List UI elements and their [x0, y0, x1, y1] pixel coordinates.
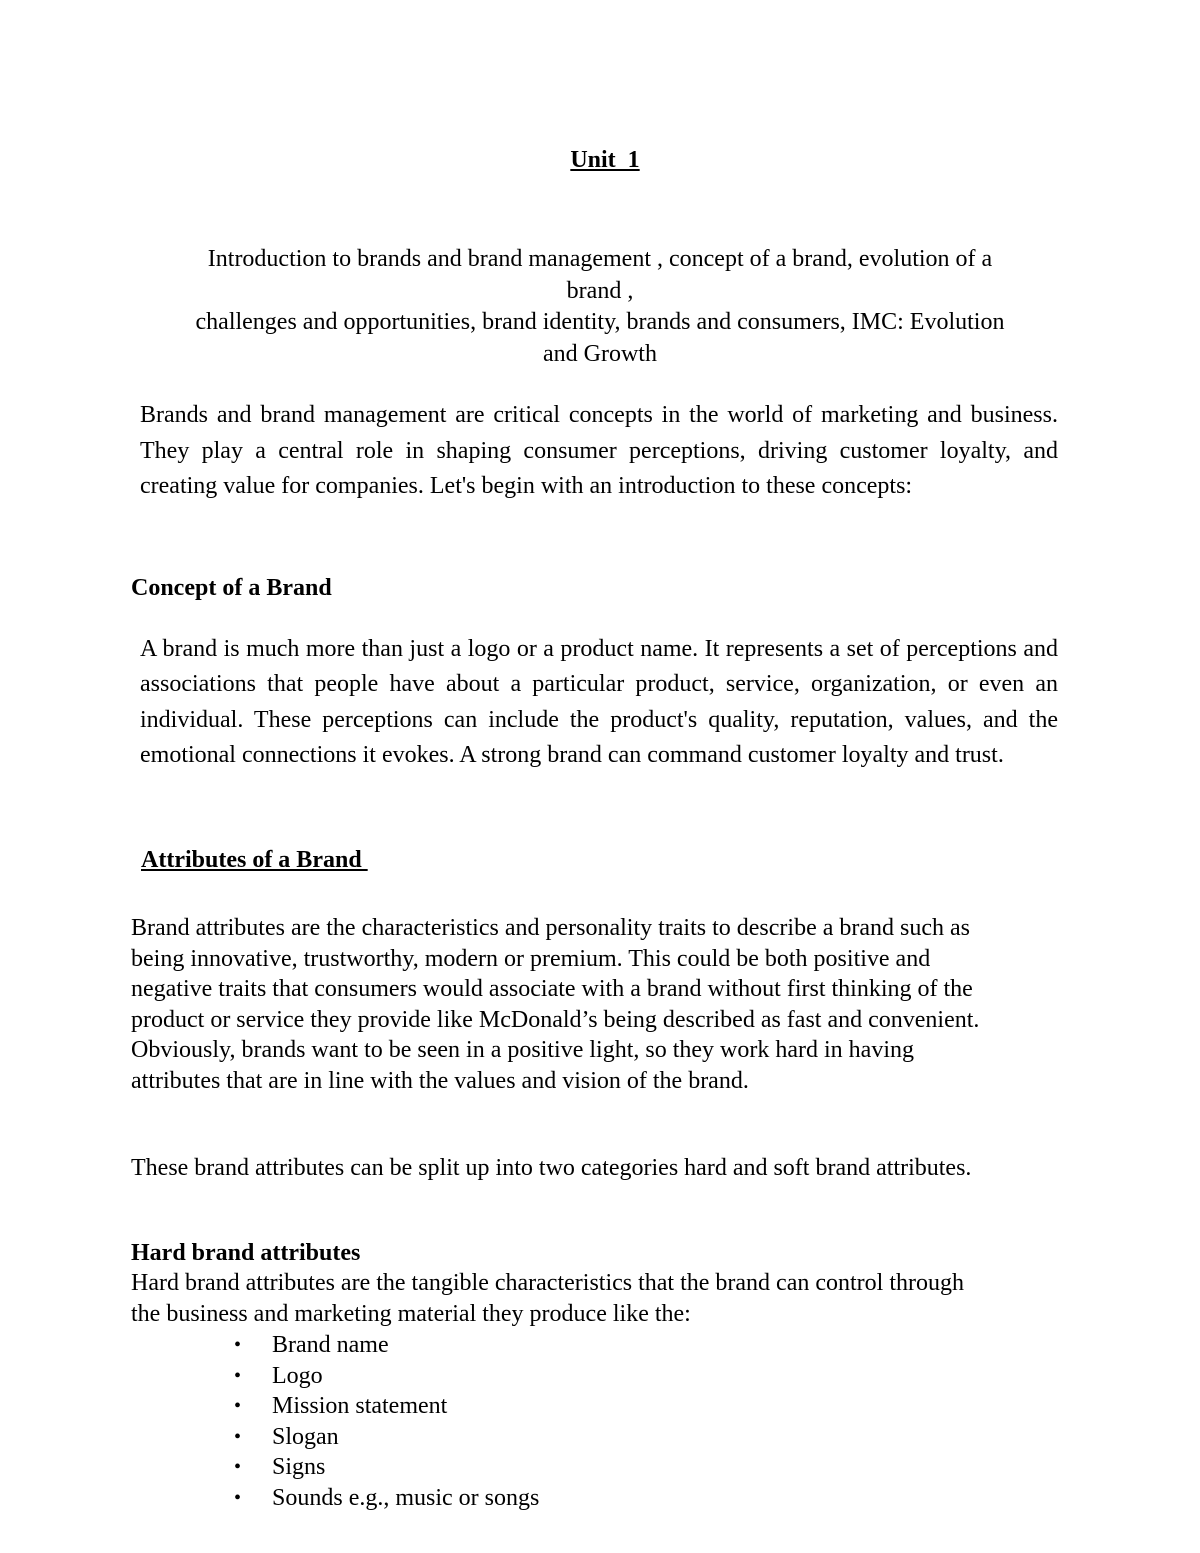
intro-paragraph: Brands and brand management are critical concepts in the world of marketing and business. They play a central role in shaping consumer perceptions, driving customer loyalty, and creating value for companies. Let's begin with an introduction to these concepts:: [140, 402, 1058, 499]
list-item-text: Mission statement: [272, 1393, 448, 1419]
bullet-icon: •: [234, 1364, 242, 1387]
concept-paragraph: A brand is much more than just a logo or a product name. It represents a set of perceptions and associations that people have about a particular product, service, organization, or even an individual. These perceptions can include the product's quality, reputation, values, and the emotional connections it evokes. A strong brand can command customer loyalty and trust.: [140, 636, 1058, 768]
split-sentence: These brand attributes can be split up into two categories hard and soft brand attributes.: [131, 1155, 972, 1181]
attributes-line: attributes that are in line with the values and vision of the brand.: [131, 1067, 749, 1094]
list-item-text: Sounds e.g., music or songs: [272, 1484, 540, 1511]
topics-summary: [130, 244, 1070, 370]
bullet-icon: •: [234, 1456, 242, 1478]
attributes-heading: Attributes of a Brand: [141, 847, 368, 873]
list-item-text: Signs: [272, 1454, 326, 1480]
topics-line: challenges and opportunities, brand identity, brands and consumers, IMC: Evolution: [195, 309, 1005, 335]
hard-attributes-paragraph: [131, 1268, 1076, 1329]
hard-attributes-line: the business and marketing material they produce like the:: [131, 1300, 691, 1327]
attributes-line: negative traits that consumers would associate with a brand without first thinking of the: [131, 976, 973, 1002]
list-item-text: Logo: [272, 1362, 323, 1389]
attributes-line: Obviously, brands want to be seen in a positive light, so they work hard in having: [131, 1037, 914, 1063]
attributes-line: being innovative, trustworthy, modern or premium. This could be both positive and: [131, 945, 931, 972]
concept-heading: Concept of a Brand: [131, 575, 332, 601]
topics-line: Introduction to brands and brand management , concept of a brand, evolution of a: [207, 246, 993, 272]
unit-title: Unit 1: [570, 147, 640, 173]
bullet-icon: •: [234, 1395, 242, 1417]
bullet-icon: •: [234, 1334, 242, 1356]
list-item: [232, 1422, 539, 1453]
list-item: [232, 1361, 539, 1392]
topics-line: and Growth: [543, 340, 657, 367]
list-item: [232, 1483, 539, 1514]
hard-attributes-heading: Hard brand attributes: [131, 1240, 361, 1266]
bullet-icon: •: [234, 1425, 242, 1448]
list-item: [232, 1391, 539, 1422]
hard-attributes-line: Hard brand attributes are the tangible characteristics that the brand can control through: [131, 1270, 965, 1296]
list-item-text: Brand name: [272, 1332, 389, 1358]
bullet-icon: •: [234, 1486, 242, 1509]
attributes-paragraph: [131, 913, 1076, 1096]
list-item-text: Slogan: [272, 1423, 339, 1450]
topics-line: brand ,: [566, 277, 634, 304]
list-item: [232, 1330, 539, 1361]
list-item: [232, 1452, 539, 1483]
attributes-line: Brand attributes are the characteristics and personality traits to describe a brand such as: [131, 915, 971, 941]
attributes-line: product or service they provide like McDonald’s being described as fast and convenient.: [131, 1006, 980, 1033]
hard-attributes-list: [232, 1330, 539, 1513]
